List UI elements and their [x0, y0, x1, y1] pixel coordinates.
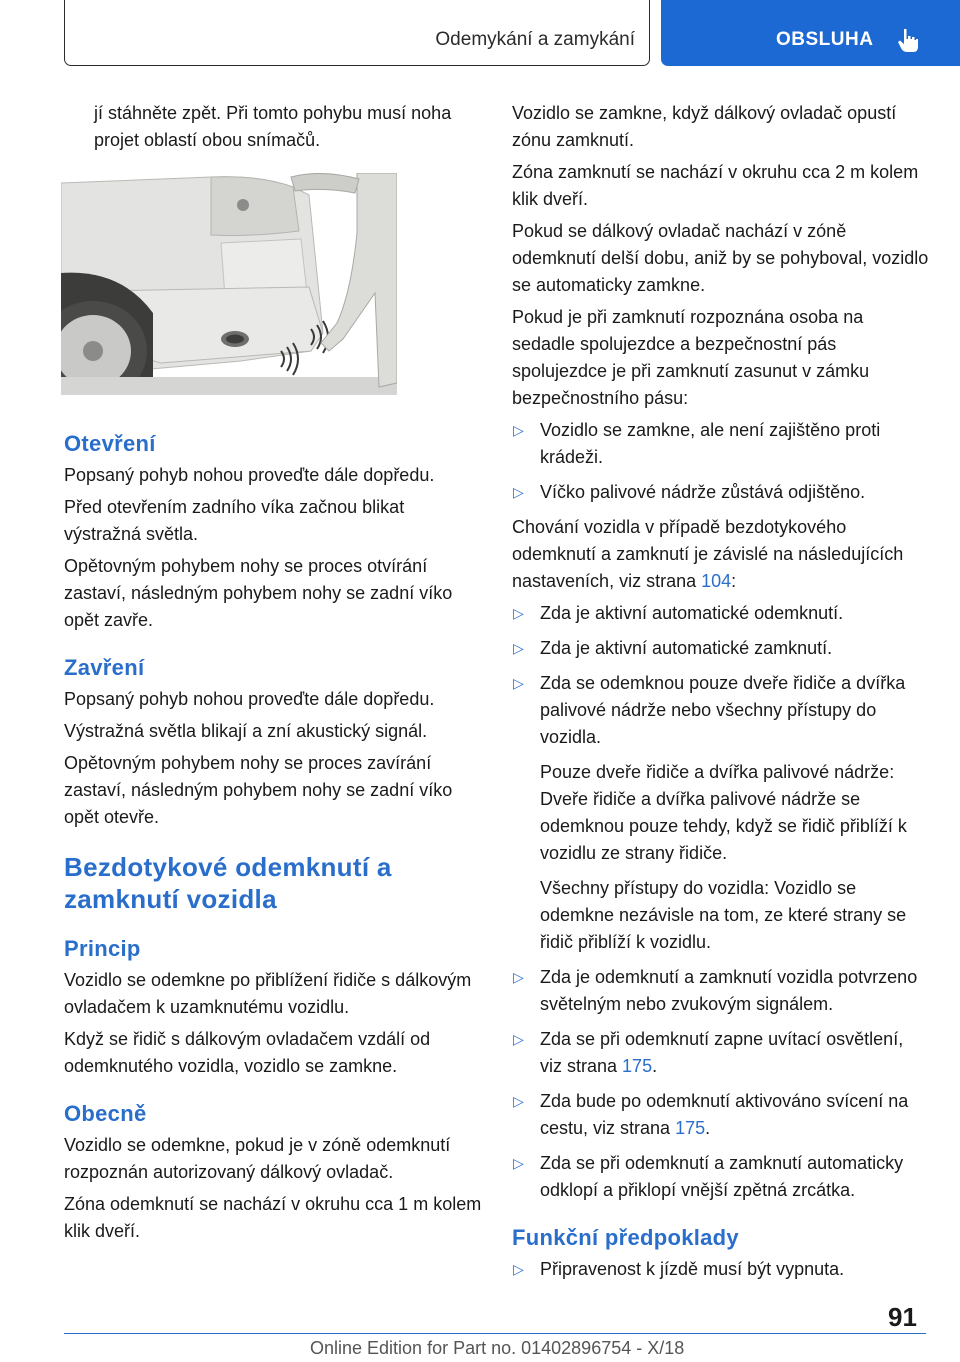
keyless-heading: Bezdotykové odemknutí a zamknutí vozidla: [64, 852, 392, 914]
open-paragraph-1: Popsaný pohyb nohou proveďte dále dopředu.: [64, 465, 435, 485]
bullet-marker: ▷: [513, 640, 524, 656]
hand-pointer-icon: [897, 27, 919, 53]
list-item: ▷ Zda se odemknou pouze dveře řidiče a dvířka palivové nádrže nebo všechny přístupy do vozidla.: [512, 670, 930, 751]
settings-list-continued: [512, 964, 930, 1204]
bullet-marker: ▷: [513, 1155, 524, 1171]
bullet-marker: ▷: [513, 484, 524, 500]
principle-heading: Princip: [64, 936, 141, 961]
bullet-marker: ▷: [513, 422, 524, 438]
lock-zone-paragraph-2: Zóna zamknutí se nachází v okruhu cca 2 m kolem klik dveří.: [512, 162, 919, 209]
page-link-175[interactable]: 175: [675, 1118, 706, 1138]
page-number: 91: [888, 1302, 917, 1332]
footer-divider: [64, 1333, 926, 1334]
open-heading: Otevření: [64, 431, 156, 456]
bullet-marker: ▷: [513, 675, 524, 691]
page-link-104[interactable]: 104: [701, 571, 732, 591]
bullet-marker: ▷: [513, 1093, 524, 1109]
sub-paragraph-driver-door: Pouze dveře řidiče a dvířka palivové nádrže: Dveře řidiče a dvířka palivové nádrže se odemknou pouze tehdy, když se řidič přiblíží k vozidlu ze strany řidiče.: [540, 762, 907, 863]
bullet-marker: ▷: [513, 1261, 524, 1277]
right-column: [512, 100, 930, 1291]
passenger-list: [512, 417, 930, 506]
auto-lock-paragraph: Pokud se dálkový ovladač nachází v zóně odemknutí delší dobu, aniž by se pohyboval, vozidlo se automaticky zamkne.: [512, 221, 929, 295]
page-link-175[interactable]: 175: [622, 1056, 653, 1076]
general-paragraph-1: Vozidlo se odemkne, pokud je v zóně odemknutí rozpoznán autorizovaný dálkový ovladač.: [64, 1135, 451, 1182]
settings-paragraph: Chování vozidla v případě bezdotykového odemknutí a zamknutí je závislé na následujících nastaveních, viz strana 104:: [512, 517, 904, 591]
section-title: Odemykání a zamykání: [435, 29, 635, 50]
list-item: ▷ Zda je odemknutí a zamknutí vozidla potvrzeno světelným nebo zvukovým signálem.: [512, 964, 930, 1018]
list-item: ▷ Víčko palivové nádrže zůstává odjištěno.: [512, 479, 930, 506]
principle-paragraph-2: Když se řidič s dálkovým ovladačem vzdálí od odemknutého vozidla, vozidlo se zamkne.: [64, 1029, 431, 1076]
general-paragraph-2: Zóna odemknutí se nachází v okruhu cca 1 m kolem klik dveří.: [64, 1194, 482, 1241]
header-section-tab: [64, 0, 650, 66]
list-item: ▷ Připravenost k jízdě musí být vypnuta.: [512, 1256, 930, 1283]
settings-list: [512, 600, 930, 751]
open-paragraph-2: Před otevřením zadního víka začnou blikat výstražná světla.: [64, 497, 405, 544]
close-paragraph-2: Výstražná světla blikají a zní akustický signál.: [64, 721, 428, 741]
list-item: ▷ Zda bude po odemknutí aktivováno svícení na cestu, viz strana 175.: [512, 1088, 930, 1142]
header-chapter-tab: [661, 0, 960, 66]
intro-text: jí stáhněte zpět. Při tomto pohybu musí noha projet oblastí obou snímačů.: [94, 103, 452, 150]
list-item: ▷ Zda se při odemknutí a zamknutí automaticky odklopí a přiklopí vnější zpětná zrcátka.: [512, 1150, 930, 1204]
requirements-heading: Funkční předpoklady: [512, 1225, 739, 1250]
edition-note: Online Edition for Part no. 01402896754 - X/18: [310, 1338, 685, 1358]
car-tailgate-foot-sensor-illustration: [61, 173, 397, 395]
chapter-title: OBSLUHA: [776, 29, 874, 50]
passenger-paragraph: Pokud je při zamknutí rozpoznána osoba na sedadle spolujezdce a bezpečnostní pás spolujezdce je při zamknutí zasunut v zámku bezpečnostního pásu:: [512, 307, 870, 408]
lock-zone-paragraph-1: Vozidlo se zamkne, když dálkový ovladač opustí zónu zamknutí.: [512, 103, 897, 150]
list-item: ▷ Zda je aktivní automatické zamknutí.: [512, 635, 930, 662]
list-item: ▷ Vozidlo se zamkne, ale není zajištěno proti krádeži.: [512, 417, 930, 471]
sub-paragraph-all-access: Všechny přístupy do vozidla: Vozidlo se odemkne nezávisle na tom, ze které strany se řidič přiblíží k vozidlu.: [540, 878, 907, 952]
list-item: ▷ Zda se při odemknutí zapne uvítací osvětlení, viz strana 175.: [512, 1026, 930, 1080]
list-item: ▷ Zda je aktivní automatické odemknutí.: [512, 600, 930, 627]
general-heading: Obecně: [64, 1101, 147, 1126]
left-column: [64, 100, 482, 1250]
close-paragraph-1: Popsaný pohyb nohou proveďte dále dopředu.: [64, 689, 435, 709]
close-paragraph-3: Opětovným pohybem nohy se proces zavírání zastaví, následným pohybem nohy se zadní víko opět otevře.: [64, 753, 453, 827]
bullet-marker: ▷: [513, 1031, 524, 1047]
open-paragraph-3: Opětovným pohybem nohy se proces otvírání zastaví, následným pohybem nohy se zadní víko opět zavře.: [64, 556, 453, 630]
principle-paragraph-1: Vozidlo se odemkne po přiblížení řidiče s dálkovým ovladačem k uzamknutému vozidlu.: [64, 970, 472, 1017]
close-heading: Zavření: [64, 655, 145, 680]
requirements-list: [512, 1256, 930, 1283]
bullet-marker: ▷: [513, 969, 524, 985]
bullet-marker: ▷: [513, 605, 524, 621]
